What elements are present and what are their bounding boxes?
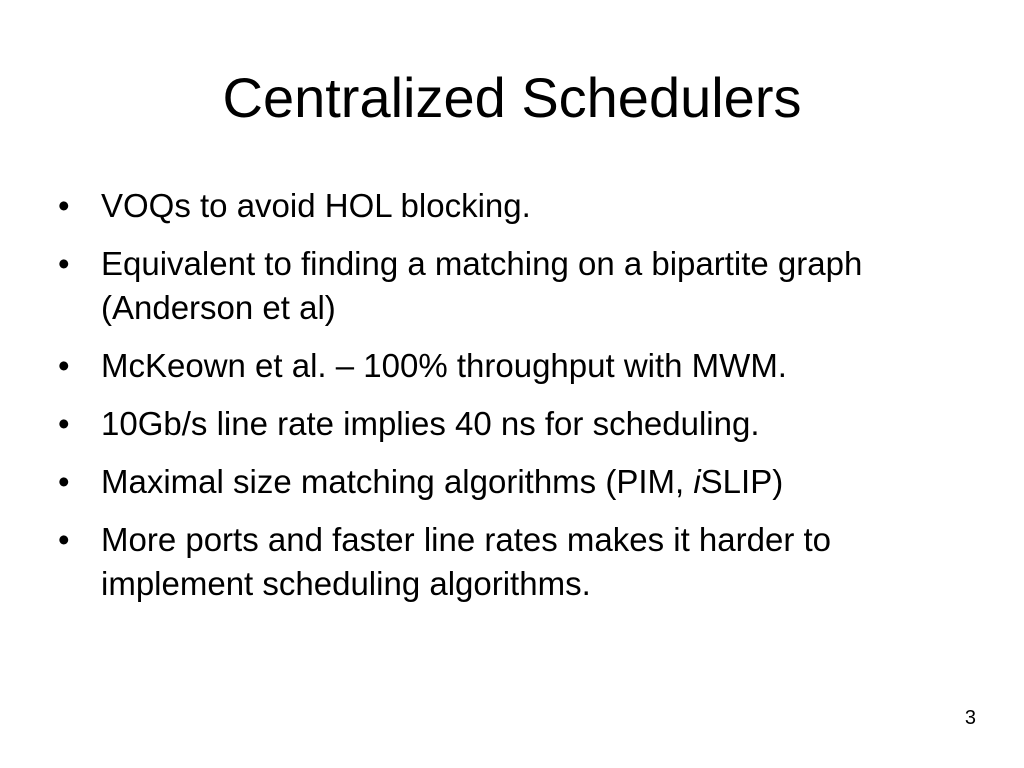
bullet-point-icon: • <box>58 347 70 384</box>
bullet-text: Equivalent to finding a matching on a bipartite graph (Anderson et al) <box>101 245 863 326</box>
bullet-text-part: Maximal size matching algorithms (PIM, <box>101 463 694 500</box>
islip-italic-prefix: i <box>693 463 701 500</box>
bullet-point-icon: • <box>58 405 70 442</box>
bullet-item <box>58 242 958 330</box>
bullet-text: 10Gb/s line rate implies 40 ns for scheduling. <box>101 405 760 442</box>
bullet-item <box>58 344 958 388</box>
bullet-item <box>58 518 958 606</box>
bullet-text-part: SLIP) <box>700 463 784 500</box>
bullet-text <box>101 463 783 500</box>
slide-title: Centralized Schedulers <box>222 66 802 129</box>
bullet-item <box>58 402 958 446</box>
bullet-point-icon: • <box>58 521 70 558</box>
bullet-list <box>58 184 958 620</box>
bullet-item <box>58 460 958 504</box>
bullet-point-icon: • <box>58 463 70 500</box>
bullet-text: McKeown et al. – 100% throughput with MWM. <box>101 347 787 384</box>
bullet-point-icon: • <box>58 187 70 224</box>
bullet-text: More ports and faster line rates makes it harder to implement scheduling algorithms. <box>101 521 831 602</box>
bullet-item <box>58 184 958 228</box>
bullet-text: VOQs to avoid HOL blocking. <box>101 187 531 224</box>
bullet-point-icon: • <box>58 245 70 282</box>
page-number: 3 <box>964 707 976 729</box>
